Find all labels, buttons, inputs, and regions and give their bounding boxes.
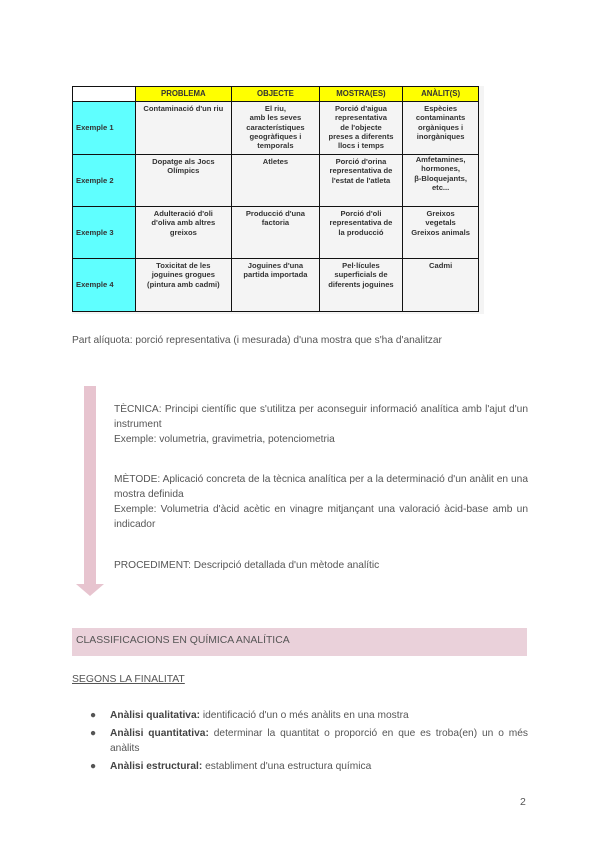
list-item-text: identificació d'un o més anàlits en una mostra xyxy=(200,710,409,721)
cell-line: greixos xyxy=(169,227,197,237)
bullet-icon: ● xyxy=(90,727,97,739)
finalitat-list xyxy=(90,708,528,776)
examples-table-image xyxy=(72,86,484,314)
header-blank xyxy=(73,87,136,102)
cell-analit xyxy=(403,259,479,312)
cell-mostra xyxy=(319,207,402,259)
cell-mostra xyxy=(319,155,402,207)
cell-line: Pel·lícules xyxy=(342,261,380,270)
cell-line: Producció d'una xyxy=(245,209,306,218)
aliquot-definition: Part alíquota: porció representativa (i mesurada) d'una mostra que s'ha d'analitzar xyxy=(72,335,442,346)
cell-line: Porció d'orina xyxy=(335,157,387,166)
cell-line: El riu, xyxy=(264,104,286,113)
cell-line: característiques xyxy=(246,122,305,132)
cell-line: Olímpics xyxy=(167,166,200,176)
section-title: CLASSIFICACIONS EN QUÍMICA ANALÍTICA xyxy=(76,635,290,646)
header-problema: PROBLEMA xyxy=(135,87,232,102)
cell-analit xyxy=(403,155,479,207)
cell-line: geogràfiques i xyxy=(249,131,302,141)
cell-line: contaminants xyxy=(415,113,466,123)
cell-line: inorgàniques xyxy=(416,131,465,141)
cell-line: de l'objecte xyxy=(340,122,382,132)
cell-line: Greixos animals xyxy=(411,227,470,237)
cell-problema xyxy=(135,259,232,312)
tecnica-example: Exemple: volumetria, gravimetria, potenciometria xyxy=(114,434,335,445)
list-item-term: Anàlisi quantitativa: xyxy=(110,727,209,739)
list-item-text: determinar la quantitat o proporció en que es troba(en) un o més anàlits xyxy=(110,727,529,754)
cell-line: Dopatge als Jocs xyxy=(152,157,215,166)
cell-line: Atletes xyxy=(262,157,289,166)
cell-line: Contaminació d'un riu xyxy=(143,104,224,113)
list-item xyxy=(90,726,528,757)
cell-line: llocs i temps xyxy=(337,141,384,150)
tecnica-definition xyxy=(114,402,528,447)
cell-line: etc... xyxy=(431,182,450,192)
cell-line: preses a diferents xyxy=(328,131,394,141)
tecnica-text: TÈCNICA: Principi científic que s'utilitza per aconseguir informació analítica amb l'ajut d'un instrument xyxy=(114,404,528,430)
cell-line: l'estat de l'atleta xyxy=(331,175,391,185)
cell-problema xyxy=(135,155,232,207)
cell-problema xyxy=(135,207,232,259)
cell-line: Toxicitat de les xyxy=(156,261,211,270)
cell-mostra xyxy=(319,259,402,312)
row-label: Exemple 3 xyxy=(73,207,136,259)
cell-line: diferents joguines xyxy=(328,279,394,289)
down-arrow-shaft xyxy=(84,386,96,586)
cell-line: Espècies xyxy=(424,104,458,113)
cell-line: Greixos xyxy=(426,209,455,218)
cell-line: Amfetamines, xyxy=(415,155,466,164)
cell-line: Porció d'aigua xyxy=(334,104,387,113)
procediment-definition: PROCEDIMENT: Descripció detallada d'un mètode analític xyxy=(114,560,380,571)
header-objecte: OBJECTE xyxy=(232,87,320,102)
cell-problema xyxy=(135,102,232,155)
cell-objecte xyxy=(232,207,320,259)
list-item-term: Anàlisi qualitativa: xyxy=(110,710,201,721)
cell-line: representativa de xyxy=(329,166,393,176)
metode-text: MÈTODE: Aplicació concreta de la tècnica analítica per a la determinació d'un anàlit en una mostra definida xyxy=(114,474,528,500)
table-row xyxy=(73,102,479,155)
cell-line: partida importada xyxy=(243,270,308,280)
cell-line: representativa de xyxy=(329,218,393,228)
cell-line: orgàniques i xyxy=(418,122,464,132)
cell-line: la producció xyxy=(338,227,384,237)
cell-analit xyxy=(403,207,479,259)
cell-objecte xyxy=(232,155,320,207)
table-row xyxy=(73,259,479,312)
list-item xyxy=(90,708,528,724)
cell-line: (pintura amb cadmi) xyxy=(147,279,220,289)
cell-objecte xyxy=(232,259,320,312)
cell-line: joguines grogues xyxy=(151,270,215,280)
cell-line: β-Bloquejants, xyxy=(414,173,467,183)
metode-example: Exemple: Volumetria d'àcid acètic en vinagre mitjançant una valoració àcid-base amb un indicador xyxy=(114,504,528,530)
examples-table xyxy=(72,86,479,312)
list-item-term: Anàlisi estructural: xyxy=(110,760,203,772)
cell-mostra xyxy=(319,102,402,155)
cell-line: hormones, xyxy=(421,164,460,174)
cell-line: factoria xyxy=(261,218,290,228)
cell-objecte xyxy=(232,102,320,155)
bullet-icon: ● xyxy=(90,760,97,772)
table-row xyxy=(73,207,479,259)
down-arrow-icon xyxy=(76,584,104,596)
row-label: Exemple 1 xyxy=(73,102,136,155)
cell-line: superficials de xyxy=(334,270,388,280)
cell-line: amb les seves xyxy=(249,113,302,123)
header-analit: ANÀLIT(S) xyxy=(403,87,479,102)
row-label: Exemple 2 xyxy=(73,155,136,207)
table-row xyxy=(73,155,479,207)
list-item xyxy=(90,759,528,775)
cell-line: Cadmi xyxy=(428,261,453,270)
cell-line: d'oliva amb altres xyxy=(151,218,216,228)
bullet-icon: ● xyxy=(90,710,97,721)
header-mostra: MOSTRA(ES) xyxy=(319,87,402,102)
list-item-text: establiment d'una estructura química xyxy=(202,760,372,772)
cell-line: Joguines d'una xyxy=(247,261,304,270)
cell-line: Porció d'oli xyxy=(340,209,382,218)
subsection-title: SEGONS LA FINALITAT xyxy=(72,674,185,685)
cell-line: Adulteració d'oli xyxy=(153,209,213,218)
cell-line: vegetals xyxy=(425,218,456,228)
table-header-row xyxy=(73,87,479,102)
cell-line: representativa xyxy=(335,113,387,123)
page-number: 2 xyxy=(520,796,526,808)
cell-line: temporals xyxy=(257,141,294,150)
row-label: Exemple 4 xyxy=(73,259,136,312)
metode-definition xyxy=(114,472,528,532)
cell-analit xyxy=(403,102,479,155)
